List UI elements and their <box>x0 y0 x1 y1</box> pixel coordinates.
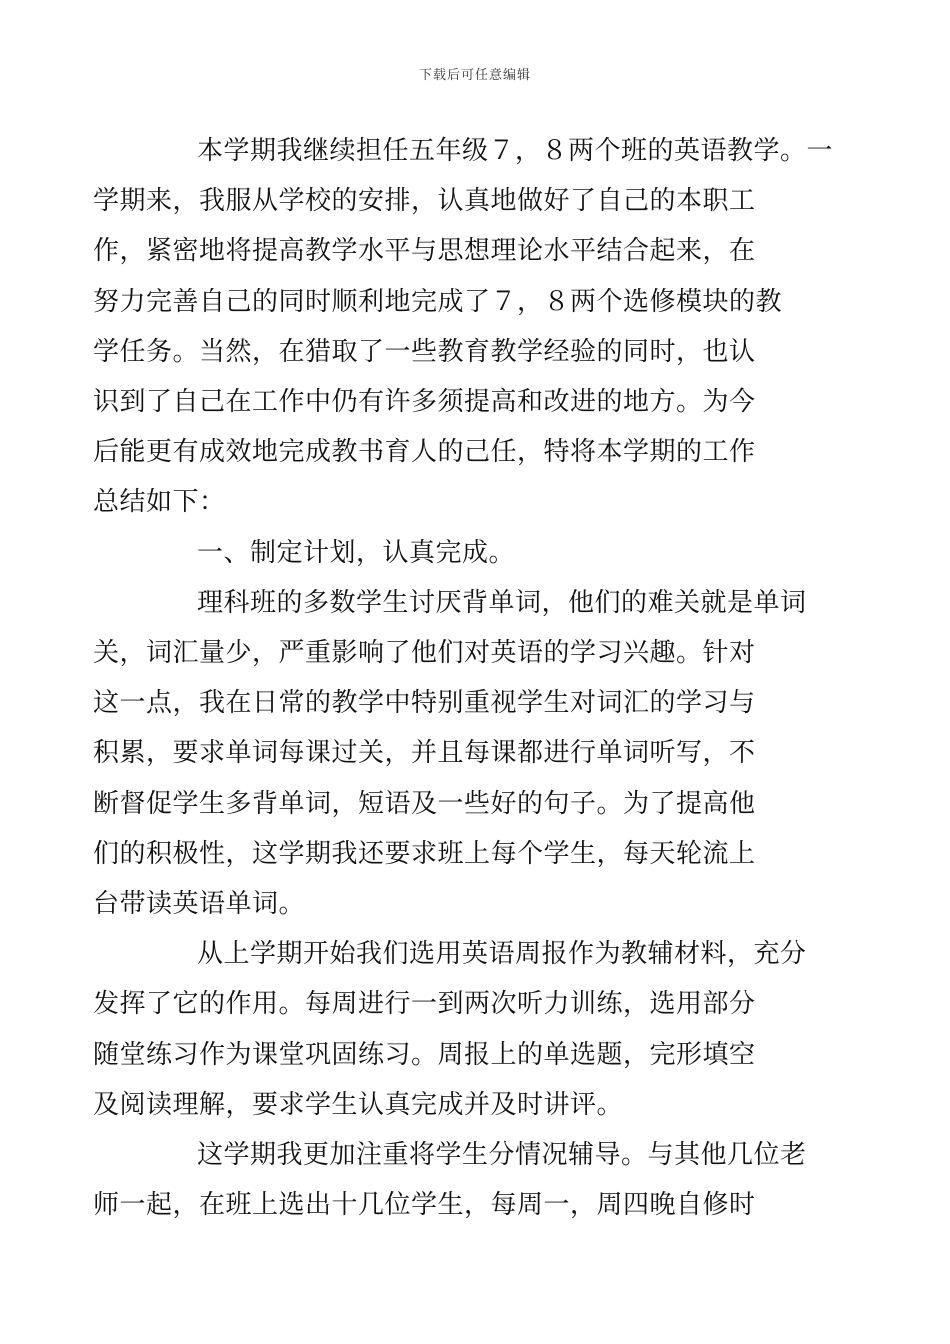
text-line: 发挥了它的作用。每周进行一到两次听力训练，选用部分 <box>93 989 756 1020</box>
paragraph <box>93 578 811 929</box>
text-line: 随堂练习作为课堂巩固练习。周报上的单选题，完形填空 <box>93 1039 756 1070</box>
paragraph <box>93 1130 811 1230</box>
text-line: 积累，要求单词每课过关，并且每课都进行单词听写，不 <box>93 738 756 769</box>
text-line: 识到了自己在工作中仍有许多须提高和改进的地方。为今 <box>93 387 756 418</box>
text-line: 师一起，在班上选出十几位学生，每周一，周四晚自修时 <box>93 1190 756 1221</box>
text-line: 关，词汇量少，严重影响了他们对英语的学习兴趣。针对 <box>93 638 756 669</box>
text-line: 后能更有成效地完成教书育人的己任，特将本学期的工作 <box>93 437 756 468</box>
text-line: 这学期我更加注重将学生分情况辅导。与其他几位老 <box>197 1140 807 1171</box>
text-line: 一、制定计划，认真完成。 <box>197 537 516 568</box>
page-header: 下载后可任意编辑 <box>418 68 531 83</box>
text-line: 断督促学生多背单词，短语及一些好的句子。为了提高他 <box>93 788 756 819</box>
paragraph <box>93 126 834 528</box>
text-line: 及阅读理解，要求学生认真完成并及时讲评。 <box>93 1089 624 1120</box>
document-body <box>93 126 834 1230</box>
text-line: 学任务。当然，在猎取了一些教育教学经验的同时，也认 <box>93 336 756 367</box>
text-line: 本学期我继续担任五年级７，８两个班的英语教学。一 <box>197 136 834 166</box>
text-line: 理科班的多数学生讨厌背单词，他们的难关就是单词 <box>197 587 807 618</box>
text-line: 们的积极性，这学期我还要求班上每个学生，每天轮流上 <box>93 838 756 869</box>
paragraph <box>145 528 811 578</box>
text-line: 学期来，我服从学校的安排，认真地做好了自己的本职工 <box>93 186 756 217</box>
text-line: 总结如下： <box>93 487 226 518</box>
paragraph <box>93 929 811 1130</box>
text-line: 努力完善自己的同时顺利地完成了７，８两个选修模块的教 <box>93 286 783 317</box>
text-line: 台带读英语单词。 <box>93 889 306 920</box>
text-line: 作，紧密地将提高教学水平与思想理论水平结合起来，在 <box>93 236 756 267</box>
text-line: 从上学期开始我们选用英语周报作为教辅材料，充分 <box>197 939 807 970</box>
text-line: 这一点，我在日常的教学中特别重视学生对词汇的学习与 <box>93 688 756 719</box>
